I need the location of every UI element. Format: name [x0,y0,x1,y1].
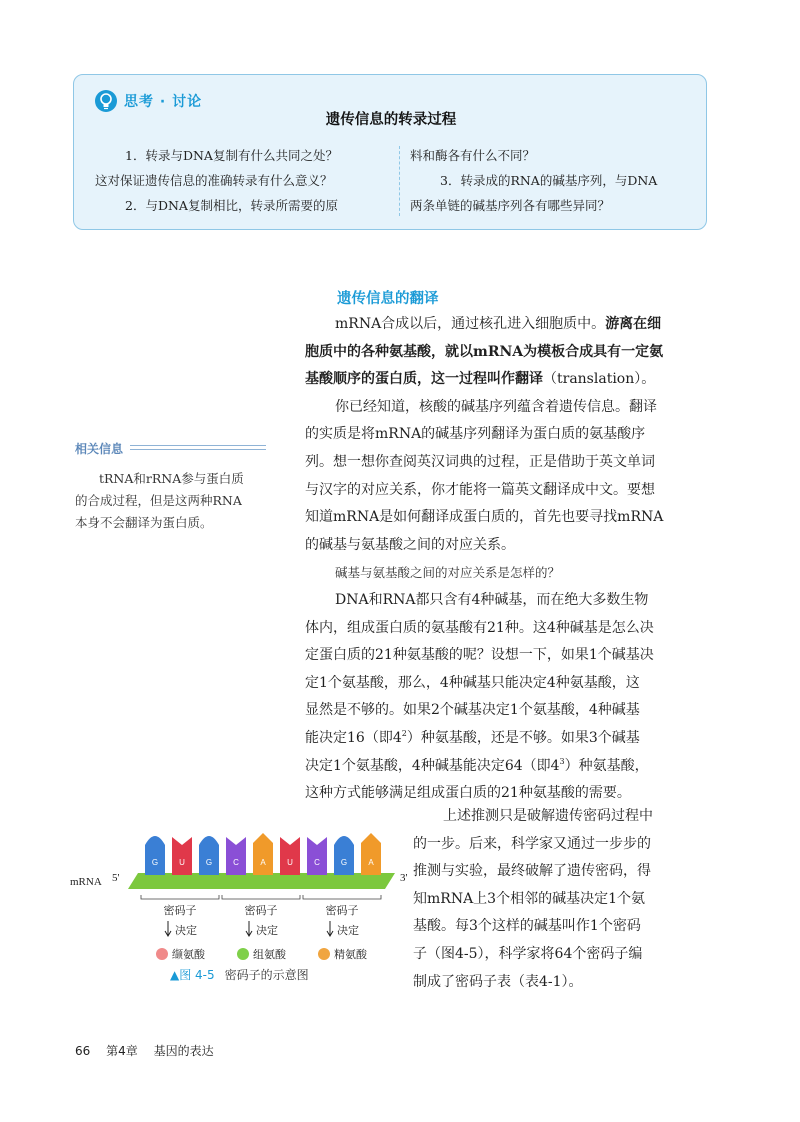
paragraph-line [305,366,707,394]
paragraph-line [305,311,707,339]
base-U [280,837,300,875]
decide-label: 决定 [175,924,197,937]
base-body [226,837,246,875]
three-prime-label: 3' [400,872,408,884]
question-line: 2．与DNA复制相比，转录所需要的原 [125,198,338,213]
codon-label: 密码子 [325,904,359,917]
page-footer [75,1042,226,1059]
paragraph-line: DNA和RNA都只含有4种碱基，而在绝大多数生物 [335,591,649,608]
paragraph-line: 制成了密码子表（表4-1）。 [413,973,583,990]
question-line: 1．转录与DNA复制有什么共同之处？ [125,148,338,163]
base-C [226,837,246,875]
question-line: 碱基与氨基酸之间的对应关系是怎样的？ [335,565,561,581]
chapter-label: 第4章 [106,1044,138,1058]
base-G [145,836,165,875]
base-body [334,836,354,875]
base-body [361,833,381,875]
base-letter: U [179,858,185,867]
paragraph-line: 的碱基与氨基酸之间的对应关系。 [305,536,515,553]
paragraph-line: 定蛋白质的21种氨基酸的呢？设想一下，如果1个碱基决 [305,647,654,664]
page-number: 66 [75,1044,91,1058]
side-note-rule [130,445,266,450]
text-span: 能决定16（即4 [305,729,402,746]
paragraph-line: 的一步。后来，科学家又通过一步步的 [413,835,651,852]
paragraph-line: 知道mRNA是如何翻译成蛋白质的，首先也要寻找mRNA [305,509,664,526]
paragraph-line: 的实质是将mRNA的碱基序列翻译为蛋白质的氨基酸序 [305,426,646,443]
base-body [280,837,300,875]
chapter-title: 基因的表达 [153,1044,214,1058]
codon-bracket [222,895,300,899]
base-body [172,837,192,875]
text-span: 决定1个氨基酸，4种碱基能决定64（即4 [305,757,560,774]
question-line: 料和酶各有什么不同？ [410,148,536,163]
discussion-right-column [410,143,700,218]
base-letter: A [368,858,374,867]
bold-span: 基酸顺序的蛋白质，这一过程叫作翻译 [305,371,543,388]
base-G [334,836,354,875]
amino-acid-ball [237,948,249,960]
decide-label: 决定 [256,924,278,937]
main-body [305,311,707,808]
codon-bracket [141,895,219,899]
base-body [307,837,327,875]
paragraph-line [305,339,707,367]
codon-bracket [303,895,381,899]
text-span: ）种氨基酸，还是不够。如果3个碱基 [406,729,640,746]
amino-acid-ball [156,948,168,960]
base-C [307,837,327,875]
base-letter: C [314,858,320,867]
amino-acid-name: 精氨酸 [334,948,367,961]
base-A [253,833,273,875]
paragraph-line [305,725,707,753]
bold-span: 胞质中的各种氨基酸，就以mRNA为模板合成具有一定氨 [305,343,664,360]
side-note-line: 的合成过程，但是这两种RNA [75,493,242,508]
base-letter: A [260,858,266,867]
question-line: 两条单链的碱基序列各有哪些异同？ [410,198,611,213]
base-letter: U [287,858,293,867]
codon-label: 密码子 [163,904,197,917]
question-line: 这对保证遗传信息的准确转录有什么意义？ [95,173,333,188]
mrna-label: mRNA [70,876,102,888]
side-note-line: 本身不会翻译为蛋白质。 [75,515,213,530]
paragraph-line: 显然是不够的。如果2个碱基决定1个氨基酸，4种碱基 [305,702,640,719]
paragraph-line: 推测与实验，最终破解了遗传密码，得 [413,863,651,880]
paragraph-line: 子（图4-5），科学家将64个密码子编 [413,945,643,962]
decide-label: 决定 [337,924,359,937]
base-body [145,836,165,875]
amino-acid-name: 组氨酸 [253,948,286,961]
paragraph-line [305,753,707,781]
base-letter: G [205,858,213,867]
superscript: 2 [401,728,407,738]
base-letter: G [340,858,348,867]
section-heading: 遗传信息的翻译 [337,291,439,307]
down-arrow-icon [165,921,171,936]
column-divider [399,146,400,216]
codon-label: 密码子 [244,904,278,917]
paragraph-line: 与汉字的对应关系，你才能将一篇英文翻译成中文。要想 [305,481,655,498]
bold-span: 游离在细 [605,316,662,332]
paragraph-line: 列。想一想你查阅英汉词典的过程，正是借助于英文单词 [305,453,655,470]
paragraph-line: 体内，组成蛋白质的氨基酸有21种。这4种碱基是怎么决 [305,619,654,636]
text-span: （translation）。 [543,371,656,388]
discussion-title: 遗传信息的转录过程 [325,112,457,128]
question-line: 3．转录成的RNA的碱基序列，与DNA [440,173,658,188]
paragraph-line: 知mRNA上3个相邻的碱基决定1个氨 [413,890,645,907]
side-paragraph [413,803,708,996]
side-note-text [75,468,270,534]
five-prime-label: 5' [112,872,120,884]
side-note-label: 相关信息 [75,442,124,456]
down-arrow-icon [246,921,252,936]
discussion-left-column [95,143,395,218]
figure-title: 密码子的示意图 [224,968,309,982]
bases-group [145,833,381,875]
amino-acid-ball [318,948,330,960]
superscript: 3 [559,756,565,766]
base-A [361,833,381,875]
text-span: mRNA合成以后，通过核孔进入细胞质中。 [335,316,606,332]
paragraph-line: 上述推测只是破解遗传密码过程中 [443,808,653,824]
base-body [199,836,219,875]
mrna-strand [128,873,395,889]
down-arrow-icon [327,921,333,936]
figure-number: ▲图 4-5 [170,968,215,982]
figure-caption [170,966,309,983]
codons-group [141,895,381,961]
base-body [253,833,273,875]
text-span: ）种氨基酸， [564,757,649,774]
base-G [199,836,219,875]
base-letter: C [233,858,239,867]
amino-acid-name: 缬氨酸 [172,948,205,961]
base-U [172,837,192,875]
paragraph-line: 定1个氨基酸，那么，4种碱基只能决定4种氨基酸，这 [305,674,640,691]
side-note-line: tRNA和rRNA参与蛋白质 [99,471,244,486]
base-letter: G [151,858,159,867]
paragraph-line: 基酸。每3个这样的碱基叫作1个密码 [413,918,641,935]
discussion-label: 思考 · 讨论 [124,94,203,110]
paragraph-line: 你已经知道，核酸的碱基序列蕴含着遗传信息。翻译 [335,398,657,415]
codon-diagram [70,810,410,990]
paragraph-line: 这种方式能够满足组成蛋白质的21种氨基酸的需要。 [305,785,631,802]
